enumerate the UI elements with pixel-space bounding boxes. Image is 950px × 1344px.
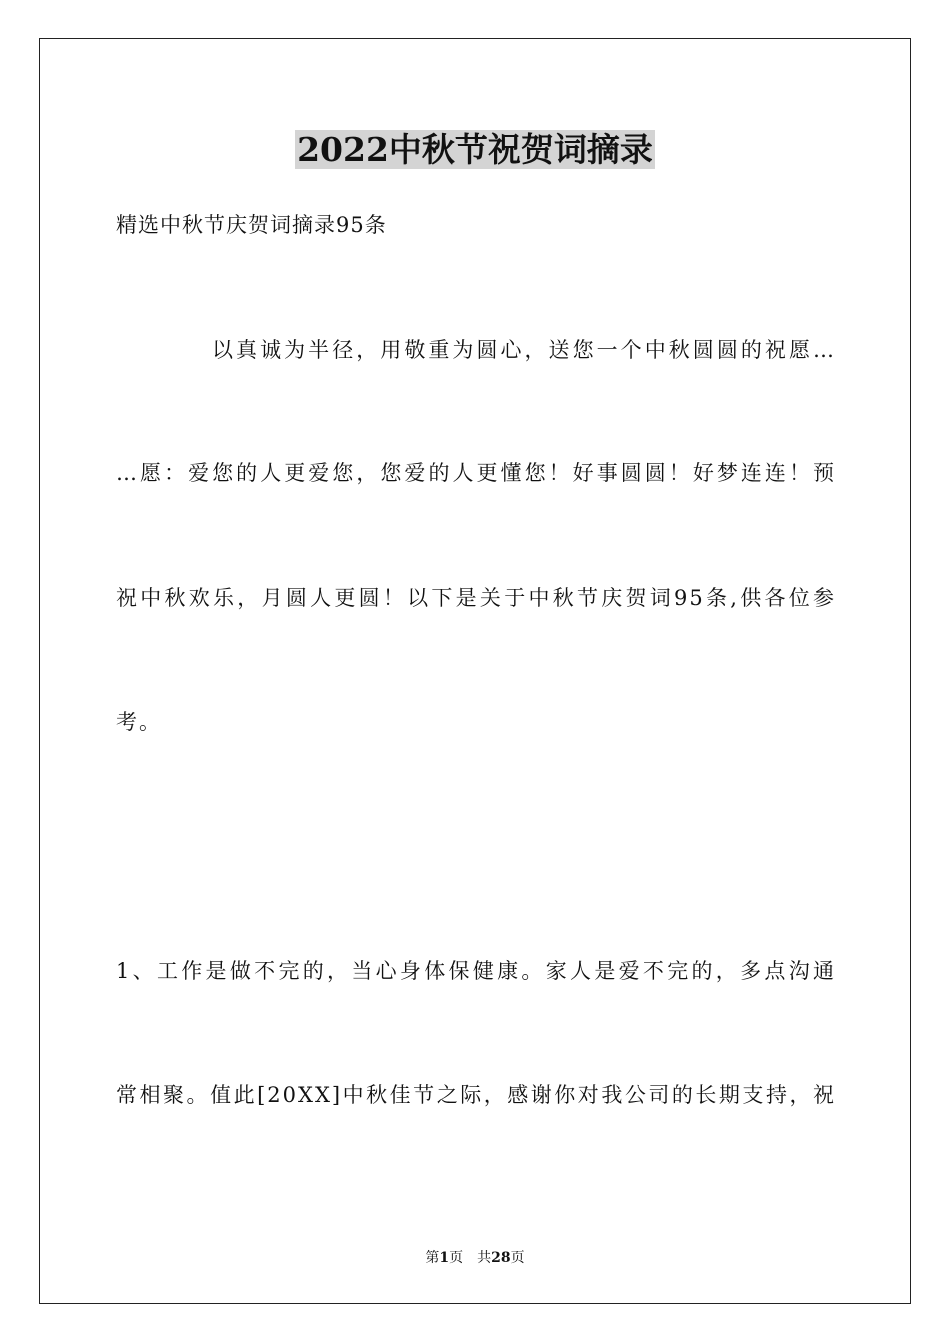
paragraph-line: 1、工作是做不完的，当心身体保健康。家人是爱不完的，多点沟通: [116, 959, 836, 983]
footer-mid: 页 共: [449, 1250, 492, 1266]
footer-suffix: 页: [510, 1250, 525, 1266]
document-subtitle: 精选中秋节庆贺词摘录95条: [116, 213, 387, 237]
paragraph-line: …愿：爱您的人更爱您，您爱的人更懂您！好事圆圆！好梦连连！预: [116, 461, 836, 485]
paragraph-line: 以真诚为半径，用敬重为圆心，送您一个中秋圆圆的祝愿…: [212, 338, 836, 362]
paragraph-line: 常相聚。值此[20XX]中秋佳节之际，感谢你对我公司的长期支持，祝: [116, 1083, 836, 1107]
current-page-number: 1: [439, 1250, 450, 1266]
paragraph-line: 考。: [116, 710, 162, 734]
document-title: [0, 128, 950, 172]
total-page-count: 28: [491, 1250, 511, 1266]
document-title-text: 2022中秋节祝贺词摘录: [297, 130, 653, 169]
footer-prefix: 第: [425, 1250, 440, 1266]
page-number-footer: [0, 1248, 950, 1268]
paragraph-line: 祝中秋欢乐，月圆人更圆！以下是关于中秋节庆贺词95条,供各位参: [116, 586, 836, 610]
